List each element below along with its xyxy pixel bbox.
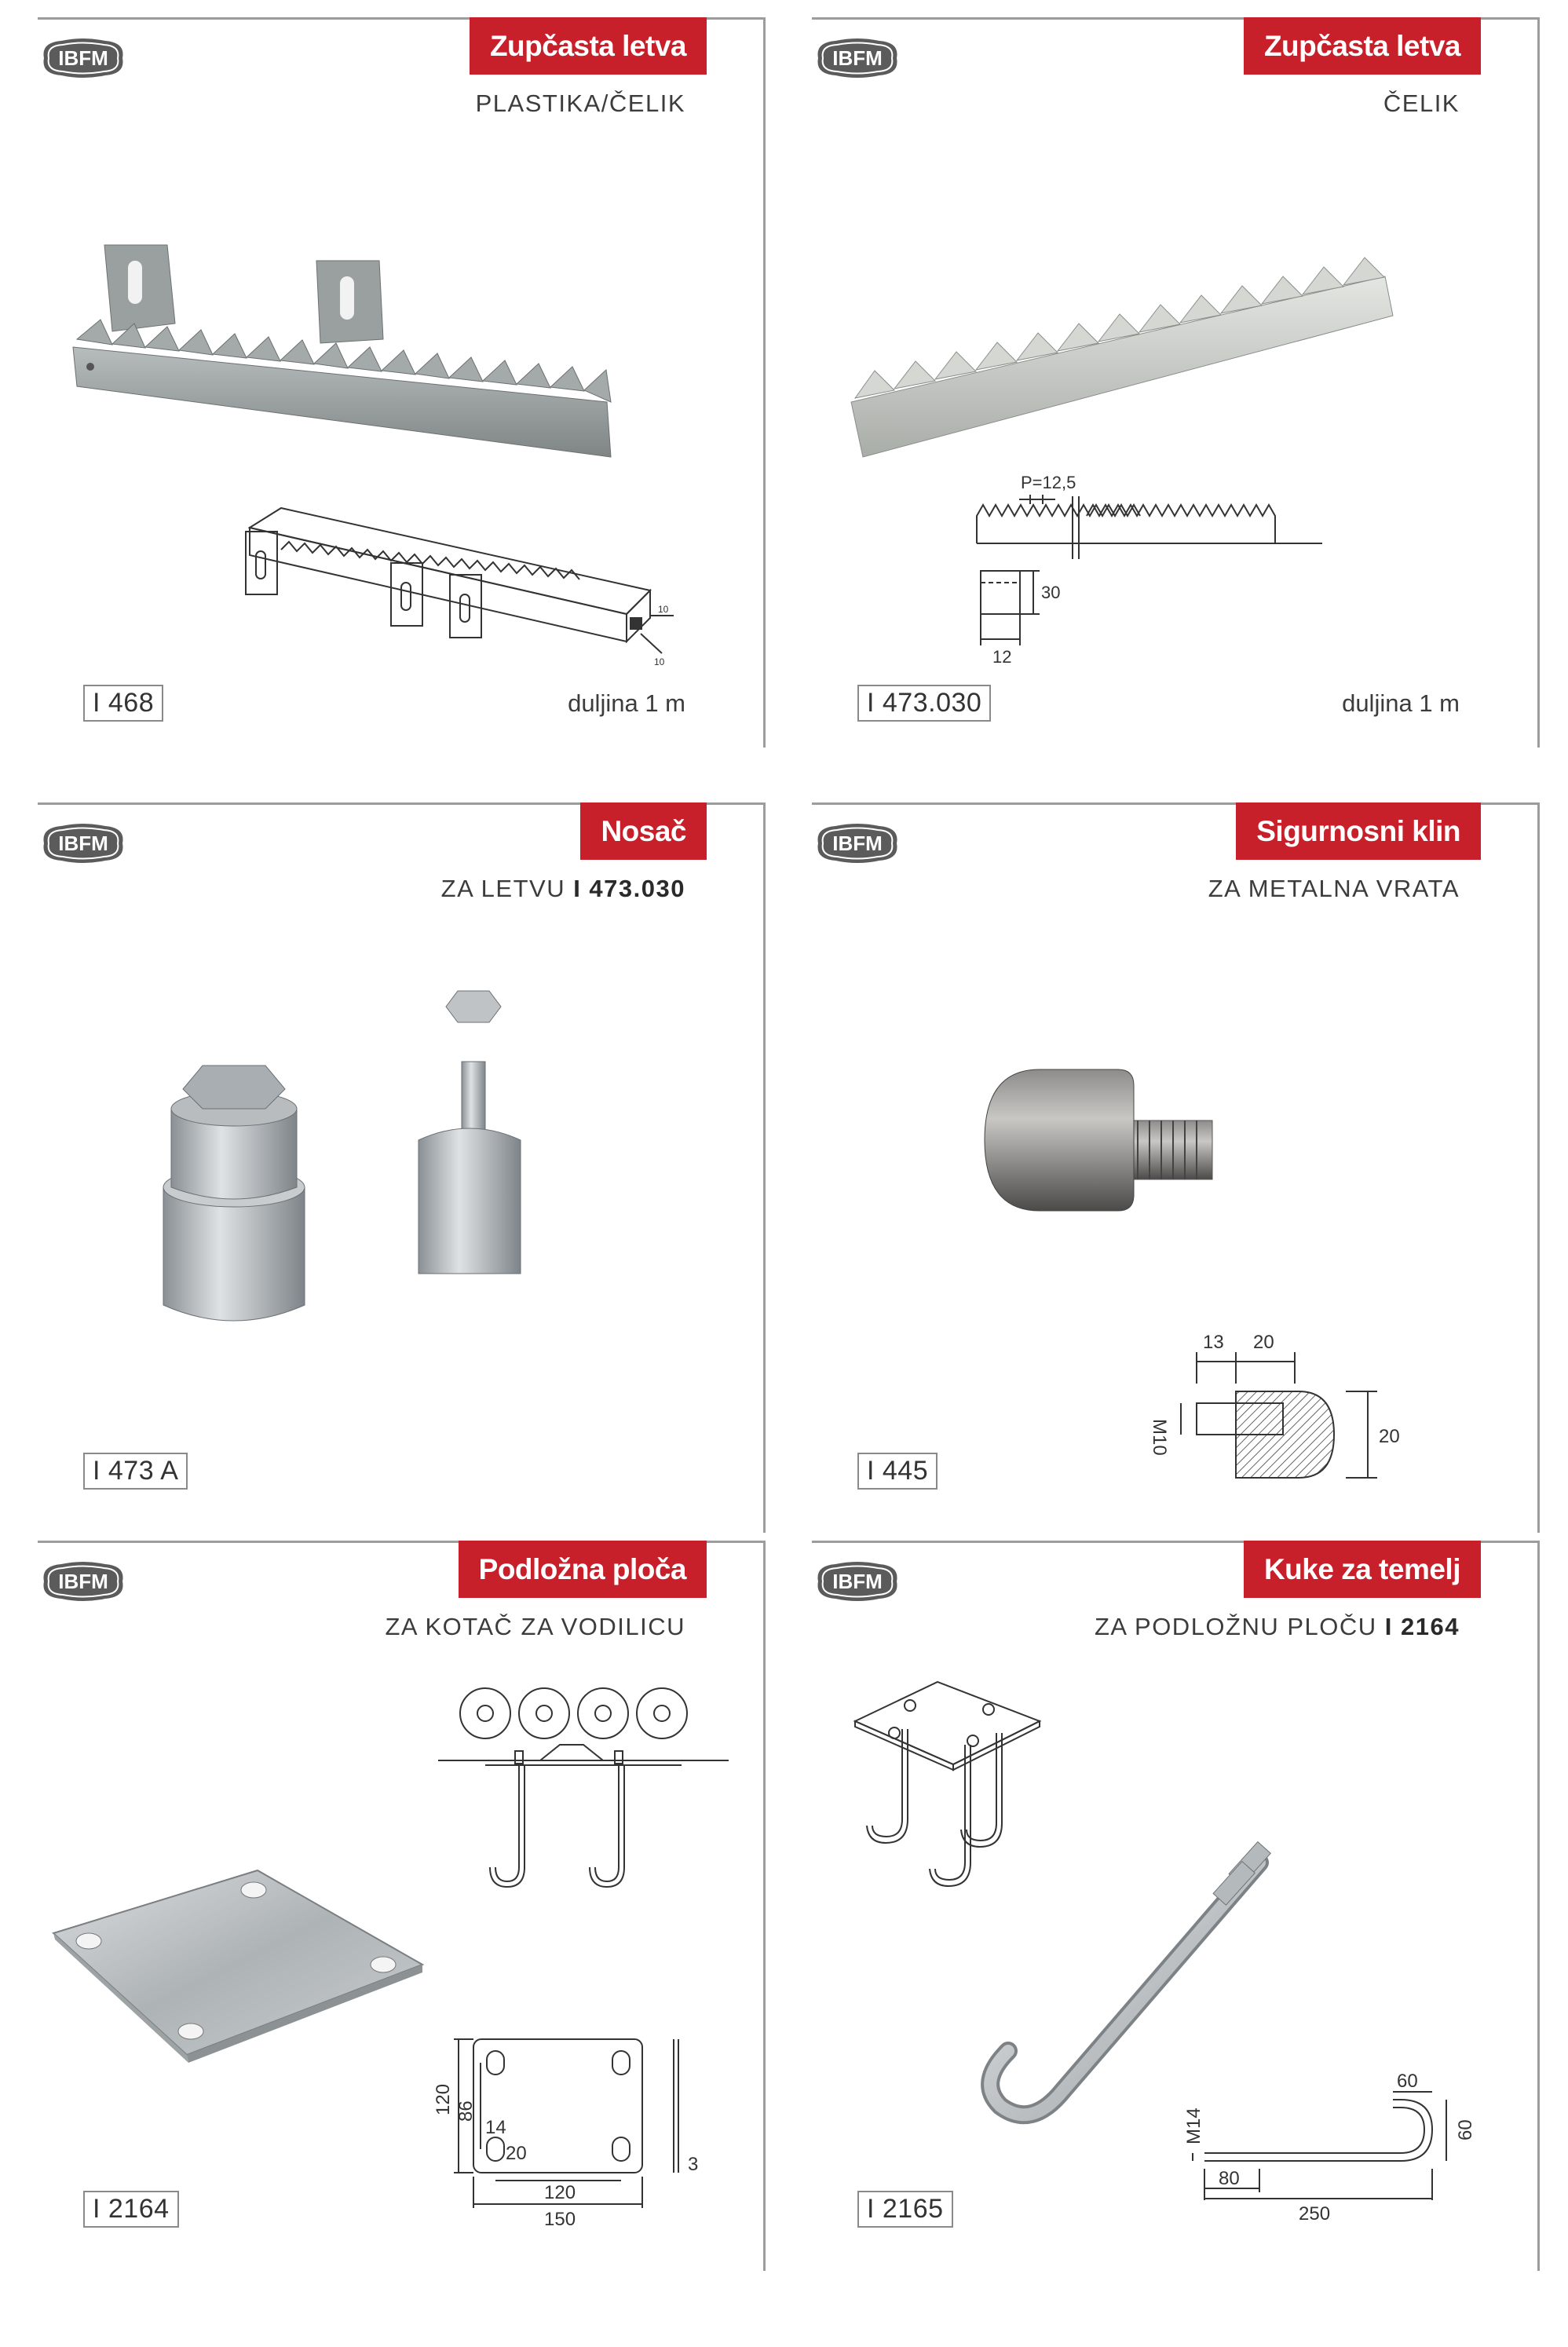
base-plate-photo (53, 1855, 446, 2075)
product-title-badge: Nosač (580, 802, 707, 860)
svg-text:250: 250 (1299, 2203, 1331, 2225)
svg-text:IBFM: IBFM (58, 46, 108, 70)
svg-text:M14: M14 (1183, 2108, 1204, 2144)
svg-text:IBFM: IBFM (832, 46, 883, 70)
product-card-i445 (812, 802, 1540, 1533)
ibfm-logo-icon (38, 1559, 129, 1603)
product-title-badge: Zupčasta letva (470, 17, 707, 75)
card-right-border (763, 17, 766, 748)
product-length: duljina 1 m (1342, 689, 1460, 717)
svg-text:3: 3 (688, 2154, 699, 2175)
svg-text:10: 10 (658, 604, 669, 615)
svg-text:20: 20 (506, 2143, 527, 2164)
product-card-i2164 (38, 1541, 766, 2271)
product-title-badge: Zupčasta letva (1244, 17, 1481, 75)
svg-text:86: 86 (455, 2100, 477, 2122)
product-subtitle: ZA KOTAČ ZA VODILICU (385, 1613, 685, 1640)
svg-text:P=12,5: P=12,5 (1021, 473, 1076, 492)
product-code: I 2165 (857, 2191, 953, 2228)
product-code: I 473 A (83, 1453, 188, 1490)
product-title-badge: Podložna ploča (459, 1541, 707, 1598)
card-right-border (1537, 1541, 1540, 2271)
foundation-hook-dimensions (1173, 2071, 1503, 2247)
card-right-border (1537, 17, 1540, 748)
svg-text:12: 12 (992, 647, 1012, 667)
steel-rack-drawing (953, 457, 1393, 732)
product-card-i2165 (812, 1541, 1540, 2271)
product-code: I 2164 (83, 2191, 179, 2228)
product-length: duljina 1 m (568, 689, 685, 717)
wheel-assembly-drawing (438, 1682, 736, 1886)
product-subtitle: ZA PODLOŽNU PLOČU I 2164 (1095, 1613, 1460, 1640)
product-subtitle: ČELIK (1383, 90, 1460, 117)
ibfm-logo-icon (812, 821, 903, 865)
svg-text:20: 20 (1253, 1332, 1274, 1353)
product-subtitle: ZA METALNA VRATA (1208, 875, 1460, 902)
product-subtitle: ZA LETVU I 473.030 (440, 875, 685, 902)
svg-text:60: 60 (1397, 2071, 1418, 2092)
svg-text:IBFM: IBFM (58, 832, 108, 855)
product-card-i468 (38, 17, 766, 748)
svg-text:M10: M10 (1149, 1419, 1170, 1456)
product-code: I 468 (83, 685, 163, 722)
steel-rack-photo (851, 221, 1416, 481)
card-right-border (763, 802, 766, 1533)
svg-text:IBFM: IBFM (832, 1570, 883, 1593)
ibfm-logo-icon (38, 36, 129, 80)
svg-text:13: 13 (1203, 1332, 1224, 1353)
safety-pin-drawing (1149, 1305, 1424, 1517)
svg-text:120: 120 (544, 2182, 576, 2203)
bracket-support-photo (155, 975, 595, 1368)
svg-text:120: 120 (433, 2083, 454, 2115)
product-title-badge: Sigurnosni klin (1236, 802, 1481, 860)
svg-text:150: 150 (544, 2209, 576, 2230)
svg-text:80: 80 (1219, 2168, 1240, 2189)
svg-text:30: 30 (1041, 583, 1061, 602)
plastic-rack-drawing (234, 504, 674, 685)
svg-text:20: 20 (1379, 1426, 1400, 1447)
safety-pin-photo (985, 1054, 1267, 1234)
product-card-i473a (38, 802, 766, 1533)
ibfm-logo-icon (38, 821, 129, 865)
svg-text:10: 10 (654, 656, 665, 667)
card-right-border (1537, 802, 1540, 1533)
ibfm-logo-icon (812, 1559, 903, 1603)
base-plate-drawing (407, 2012, 736, 2232)
svg-text:IBFM: IBFM (58, 1570, 108, 1593)
product-subtitle: PLASTIKA/ČELIK (475, 90, 685, 117)
card-right-border (763, 1541, 766, 2271)
svg-text:IBFM: IBFM (832, 832, 883, 855)
svg-text:60: 60 (1455, 2119, 1476, 2140)
product-code: I 473.030 (857, 685, 991, 722)
product-card-i473030 (812, 17, 1540, 748)
product-code: I 445 (857, 1453, 938, 1490)
product-title-badge: Kuke za temelj (1244, 1541, 1481, 1598)
plastic-rack-photo (57, 221, 646, 473)
svg-text:14: 14 (485, 2117, 506, 2138)
ibfm-logo-icon (812, 36, 903, 80)
